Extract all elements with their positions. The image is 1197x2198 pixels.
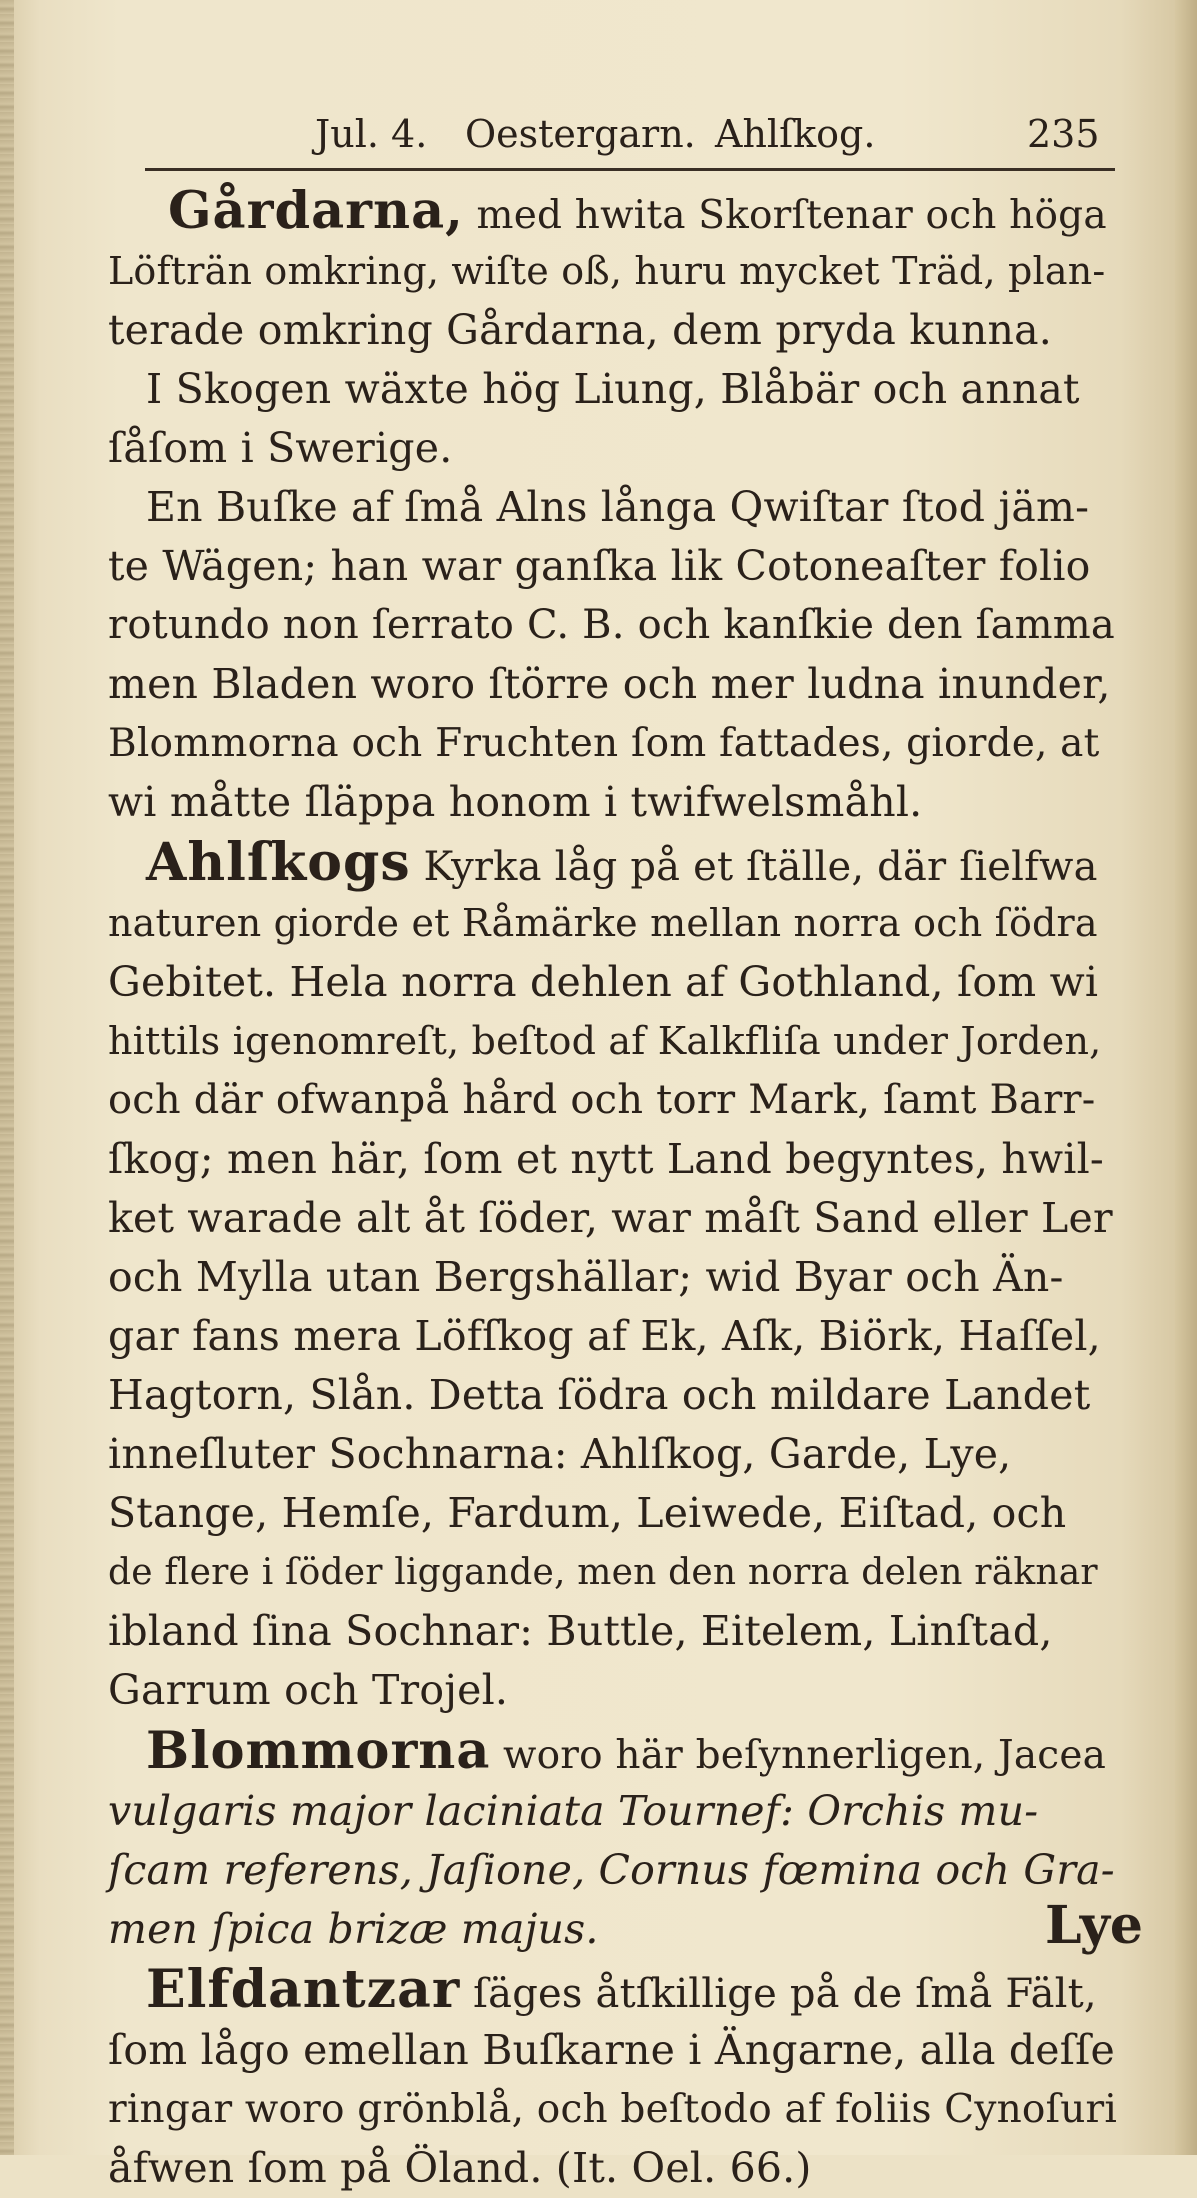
text-line [108, 1189, 1118, 1248]
text-line [108, 1782, 1118, 1841]
text-line [108, 1543, 1118, 1602]
text-line [108, 2139, 1118, 2198]
section-lead-word: Gårdarna, [168, 181, 464, 241]
line-text: de flere i ſöder liggande, men den norra delen räknar [108, 1552, 1098, 1593]
text-line [108, 1841, 1118, 1900]
text-line [108, 1484, 1118, 1543]
line-text: gar fans mera Löfſkog af Ek, Aſk, Biörk, Haſſel, [108, 1312, 1101, 1360]
line-text: och Mylla utan Bergshällar; wid Byar och Än- [108, 1253, 1064, 1301]
line-text: inneſluter Sochnarna: Ahlſkog, Garde, Lye, [108, 1430, 1012, 1478]
text-line [108, 1012, 1118, 1071]
text-line [108, 596, 1118, 655]
body-text [108, 180, 1118, 2198]
text-line [108, 301, 1118, 360]
line-text: Gebitet. Hela norra dehlen af Gothland, ſom wi [108, 958, 1099, 1006]
line-text: I Skogen wäxte hög Liung, Blåbär och annat [146, 365, 1080, 413]
text-line [108, 1130, 1118, 1189]
line-text: ſcam referens, Jaſione, Cornus fœmina och Gra- [108, 1846, 1115, 1894]
line-text: och där ofwanpå hård och torr Mark, ſamt Barr- [108, 1077, 1096, 1123]
line-text: Stange, Hemſe, Fardum, Leiwede, Eiſtad, och [108, 1489, 1067, 1537]
line-text: ket warade alt åt ſöder, war måſt Sand eller Ler [108, 1194, 1113, 1242]
line-text: Blommorna och Fruchten ſom fattades, giorde, at [108, 721, 1100, 766]
text-line [108, 1248, 1118, 1307]
header-place-2: Ahlſkog. [715, 112, 876, 156]
line-text: rotundo non ſerrato C. B. och kanſkie den ſamma [108, 602, 1115, 648]
line-text: ringar woro grönblå, och beſtodo af foliis Cynoſuri [108, 2087, 1118, 2132]
header-place-1: Oestergarn. [465, 112, 696, 156]
line-text: ſåſom i Swerige. [108, 424, 453, 472]
text-line [108, 1425, 1118, 1484]
text-line [108, 1900, 1118, 1959]
line-text: Hagtorn, Slån. Detta ſödra och mildare Landet [108, 1371, 1091, 1419]
page-right-edge [1175, 0, 1197, 2155]
line-text: ſom lågo emellan Buſkarne i Ängarne, alla deſſe [108, 2026, 1115, 2074]
section-lead-word: Elfdantzar [146, 1959, 461, 2020]
text-line [108, 714, 1118, 773]
text-line [108, 773, 1118, 832]
text-line [108, 2080, 1118, 2139]
text-line [108, 478, 1118, 537]
text-line [108, 1602, 1118, 1661]
text-line [108, 180, 1118, 242]
text-line [108, 1720, 1118, 1782]
text-line [108, 242, 1118, 301]
line-text: åfwen ſom på Öland. (It. Oel. 66.) [108, 2144, 812, 2192]
running-header [315, 112, 1130, 160]
section-lead-word: Ahlſkogs [146, 832, 411, 893]
line-text: ſäges åtſkillige på de ſmå Fält, [460, 1971, 1097, 2017]
line-text: men Bladen woro ſtörre och mer ludna inunder, [108, 660, 1111, 708]
line-text: te Wägen; han war ganſka lik Cotoneaſter folio [108, 542, 1091, 590]
text-line [108, 360, 1118, 419]
catchword: Lye [1045, 1895, 1144, 1956]
text-line [108, 1307, 1118, 1366]
line-text: terade omkring Gårdarna, dem pryda kunna. [108, 306, 1053, 354]
text-line [108, 2021, 1118, 2080]
line-text: ibland ſina Sochnar: Buttle, Eitelem, Linſtad, [108, 1607, 1053, 1655]
text-line [108, 953, 1118, 1012]
text-line [108, 1366, 1118, 1425]
line-text: wi måtte ſläppa honom i twifwelsmåhl. [108, 778, 923, 826]
section-lead-word: Blommorna [146, 1721, 491, 1781]
text-line [108, 1071, 1118, 1130]
line-text: Löfträn omkring, wiſte oß, huru mycket Träd, plan- [108, 249, 1106, 293]
line-text: En Buſke af ſmå Alns långa Qwiſtar ſtod jäm- [146, 483, 1090, 531]
text-line [108, 894, 1118, 953]
text-line [108, 537, 1118, 596]
line-text: ſkog; men här, ſom et nytt Land begyntes, hwil- [108, 1135, 1104, 1183]
text-line [108, 1661, 1118, 1720]
page-left-edge [0, 0, 14, 2155]
line-text: naturen giorde et Råmärke mellan norra och ſödra [108, 901, 1098, 945]
text-line [108, 655, 1118, 714]
line-text: vulgaris major laciniata Tournef: Orchis mu- [108, 1787, 1039, 1835]
text-line [108, 419, 1118, 478]
line-text: men ſpica brizæ majus. [108, 1905, 599, 1953]
line-text: Kyrka låg på et ſtälle, där ſielfwa [410, 844, 1098, 890]
header-date: Jul. 4. [315, 112, 428, 156]
line-text: hittils igenomreſt, beſtod af Kalkfliſa under Jorden, [108, 1019, 1102, 1063]
text-line [108, 1959, 1118, 2021]
line-text: woro här beſynnerligen, Jacea [490, 1733, 1107, 1778]
header-rule [145, 168, 1115, 171]
text-line [108, 832, 1118, 894]
line-text: Garrum och Trojel. [108, 1666, 509, 1714]
page-number: 235 [1027, 112, 1100, 156]
line-text: med hwita Skorſtenar och höga [463, 193, 1107, 238]
